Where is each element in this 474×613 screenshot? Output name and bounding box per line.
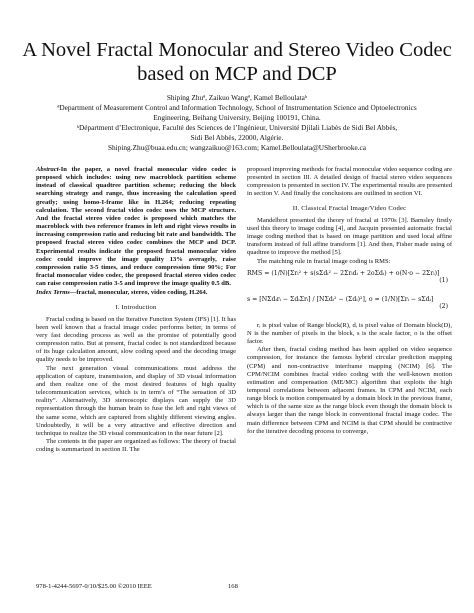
affiliation-line-2: Engineering, Beihang University, Beijing 100191, China.: [153, 113, 321, 122]
classical-paragraph-1: Mandelbrot presented the theory of fractal at 1970s [3]. Barnsley firstly used this theory to image coding [4], and Jacquin presented automatic fractal image coding method that is based on image partition and used local affine transform instead of full affine transform [1]. And then, Fisher made using of quadtree to improve the method [5].: [247, 216, 452, 257]
intro-paragraph-continued: proposed improving methods for fractal monocular video sequence coding are presented in section III. A detailed design of fractal stereo video sequences compression is presented in section IV. The experimental results are presented in section V. And finally the conclusions are outlined in section VI.: [247, 166, 452, 198]
section-heading-introduction: I. Introduction: [115, 303, 157, 311]
index-terms: [36, 289, 236, 297]
intro-paragraph-1: Fractal coding is based on the Iterative Function System (IFS) [1]. It has been well known that a fractal image codec performs better, in terms of very fast decoding process as well as the promise of potentially good compression ratio. But at present, fractal codec is not standardized because of its huge calculation amount, slow coding speed and the decoding image quality needs to be improved.: [36, 315, 236, 364]
section-heading-classical-codec: II. Classical Fractal Image/Video Codec: [292, 204, 407, 212]
equation-2: [247, 296, 452, 318]
intro-paragraph-3: The contents in the paper are organized as follows: The theory of fractal coding is summarized in section II. The: [36, 438, 236, 454]
abstract: [36, 166, 236, 288]
intro-paragraph-2: The next generation visual communications must address the application of capture, transmission, and display of 3D visual information and then realize one of the most desired features of high quality telecommunication services, which is in term’s of “The sensation of 3D reality”. Alternatively, 3D stereoscopic displays can supply the 3D representation through the human brain to fuse the left and right views of the same scene, which are captured from slightly different viewing angles. Undoubtedly, it will be a very attractive and effective direction and technique to realize the 3D visual communication in the near future [2].: [36, 364, 236, 437]
right-column: [247, 166, 452, 436]
author-emails: Shiping.Zhu@buaa.edu.cn; wangzaikuo@163.com; Kamel.Belloulata@USherbrooke.ca: [107, 143, 367, 152]
title-line-1: A Novel Fractal Monocular and Stereo Video Codec: [22, 39, 452, 61]
title-line-2: based on MCP and DCP: [137, 63, 337, 85]
author-block: [20, 93, 454, 153]
classical-paragraph-4: After then, fractal coding method has been applied on video sequence compression, for instance the famous hybrid circular prediction mapping (CPM) and non-contractive interframe mapping (NCIM) [6]. The CPM/NCIM combines fractal video coding with the well-known motion estimation and compensation (ME/MC) algorithm that exploits the high temporal correlations between adjacent frames. In CPM and NCIM, each range block is motion compensated by a domain block in the previous frame, which is of the same size as the range block even though the domain block is always larger than the range block in conventional fractal image codec. The main difference between CPM and NCIM is that CPM should be contractive for the iterative decoding process to converge,: [247, 346, 452, 435]
affiliation-line-4: Sidi Bel Abbès, 22000, Algérie.: [190, 133, 284, 142]
affiliation-line-1: ªDepartment of Measurement Control and Information Technology, School of Instrumentation Science and Optoelectronics: [57, 103, 417, 112]
left-column: [36, 166, 236, 454]
paper-title: [20, 38, 454, 86]
equation-1: [247, 270, 452, 292]
author-names: Shiping Zhuª, Zaikuo Wangª, Kamel Belloulataᵇ: [166, 93, 308, 102]
footer-page-number: 168: [228, 583, 238, 590]
equation-2-body: s = [NΣdᵢrᵢ − ΣdᵢΣrᵢ] / [NΣdᵢ² − (Σdᵢ)²], o = (1/N)[Σrᵢ − sΣdᵢ]: [247, 295, 434, 303]
equation-2-label: (2): [439, 302, 448, 310]
equation-1-body: RMS = (1/N)[Σrᵢ² + s(sΣdᵢ² − 2Σrᵢdᵢ + 2oΣdᵢ) + o(N·o − 2Σrᵢ)]: [247, 269, 440, 277]
footer-isbn: 978-1-4244-5697-0/10/$25.00 ©2010 IEEE: [36, 583, 152, 590]
classical-paragraph-3: rᵢ is pixel value of Range block(R), dᵢ is pixel value of Domain block(D), N is the number of pixels in the block, s is the scale factor, o is the offset factor.: [247, 321, 452, 346]
affiliation-line-3: ᵇDépartment d’Electronique, Faculté des Sciences de l’Ingénieur, Université Djilali Liabès de Sidi Bel Abbès,: [76, 123, 398, 132]
abstract-label: Abstract-: [36, 166, 61, 173]
classical-paragraph-2: The matching rule in fractal image coding is RMS:: [257, 257, 391, 265]
abstract-text: In the paper, a novel fractal monocular video codec is proposed which includes: using new macroblock partition scheme instead of classical quadtree partition scheme; reducing the block searching strategy and range, thus increasing the calculation speed greatly; using homo-I-frame like in H.264; reducing repeating calculation. The second fractal video codec uses the MCP structure. And the fractal stereo video codec is proposed which matches the macroblock with two reference frames in left and right views results in increasing compression ratio and reducing bit rate and bandwidth. The proposed fractal stereo video codec combines the MCP and DCP. Experimental results indicate the proposed fractal monocular video codec could improve the image quality 13% averagely, raise compression ratio 3-5 times, and reduce compression time 90%; For fractal monocular video codec, the proposed fractal stereo video codec can raise compression ratio 3-5 and improve the image quality 0.5 dB.: [36, 166, 236, 288]
equation-1-label: (1): [439, 276, 448, 284]
index-terms-text: —fractal, monocular, stereo, video coding, H.264.: [69, 289, 208, 297]
index-terms-label: Index Terms: [36, 289, 70, 297]
